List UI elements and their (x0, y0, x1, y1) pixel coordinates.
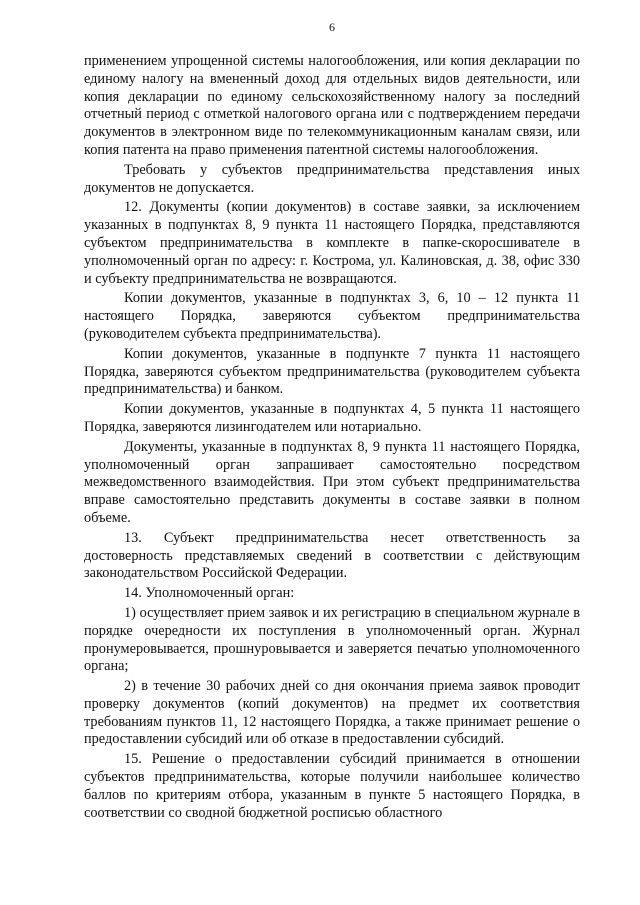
paragraph: 13. Субъект предпринимательства несет ответственность за достоверность представляемых сведений в соответствии с действующим законодательством Российской Федерации. (84, 529, 580, 582)
paragraph: 15. Решение о предоставлении субсидий принимается в отношении субъектов предпринимательства, которые получили наибольшее количество баллов по критериям отбора, указанным в пункте 5 настоящего Порядка, в соответствии со сводной бюджетной росписью областного (84, 751, 580, 821)
paragraph: Копии документов, указанные в подпунктах 4, 5 пункта 11 настоящего Порядка, заверяются лизингодателем или нотариально. (84, 401, 580, 435)
document-page (84, 20, 580, 824)
paragraph: Документы, указанные в подпунктах 8, 9 пункта 11 настоящего Порядка, уполномоченный орган запрашивает самостоятельно посредством межведомственного взаимодействия. При этом субъект предпринимательства вправе самостоятельно представить документы в составе заявки в полном объеме. (84, 438, 580, 526)
paragraph: 1) осуществляет прием заявок и их регистрацию в специальном журнале в порядке очередности их поступления в уполномоченный орган. Журнал пронумеровывается, прошнуровывается и заверяется печатью уполномоченного органа; (84, 604, 580, 675)
page-number: 6 (329, 20, 335, 34)
paragraph: 2) в течение 30 рабочих дней со дня окончания приема заявок проводит проверку документов (копий документов) на предмет их соответствия требованиям пунктов 11, 12 настоящего Порядка, а также принимает решение о предоставлении субсидий или об отказе в предоставлении субсидий. (84, 678, 580, 748)
paragraph: 12. Документы (копии документов) в составе заявки, за исключением указанных в подпунктах 8, 9 пункта 11 настоящего Порядка, представляются субъектом предпринимательства в комплекте в папке-скоросшивателе в уполномоченный орган по адресу: г. Кострома, ул. Калиновская, д. 38, офис 330 и субъекту предпринимательства не возвращаются. (84, 199, 580, 287)
document-body (84, 53, 580, 822)
paragraph: Копии документов, указанные в подпунктах 3, 6, 10 – 12 пункта 11 настоящего Порядка, заверяются субъектом предпринимательства (руководителем субъекта предпринимательства). (84, 290, 580, 342)
paragraph: Требовать у субъектов предпринимательства представления иных документов не допускается. (84, 161, 580, 196)
paragraph: 14. Уполномоченный орган: (124, 585, 295, 602)
paragraph: Копии документов, указанные в подпункте 7 пункта 11 настоящего Порядка, заверяются субъектом предпринимательства (руководителем субъекта предпринимательства) и банком. (84, 345, 580, 398)
paragraph: применением упрощенной системы налогообложения, или копия декларации по единому налогу на вмененный доход для отдельных видов деятельности, или копия декларации по единому сельскохозяйственному налогу за последний отчетный период с отметкой налогового органа или с подтверждением передачи документов в электронном виде по телекоммуникационным каналам связи, или копия патента на право применения патентной системы налогообложения. (84, 53, 580, 158)
